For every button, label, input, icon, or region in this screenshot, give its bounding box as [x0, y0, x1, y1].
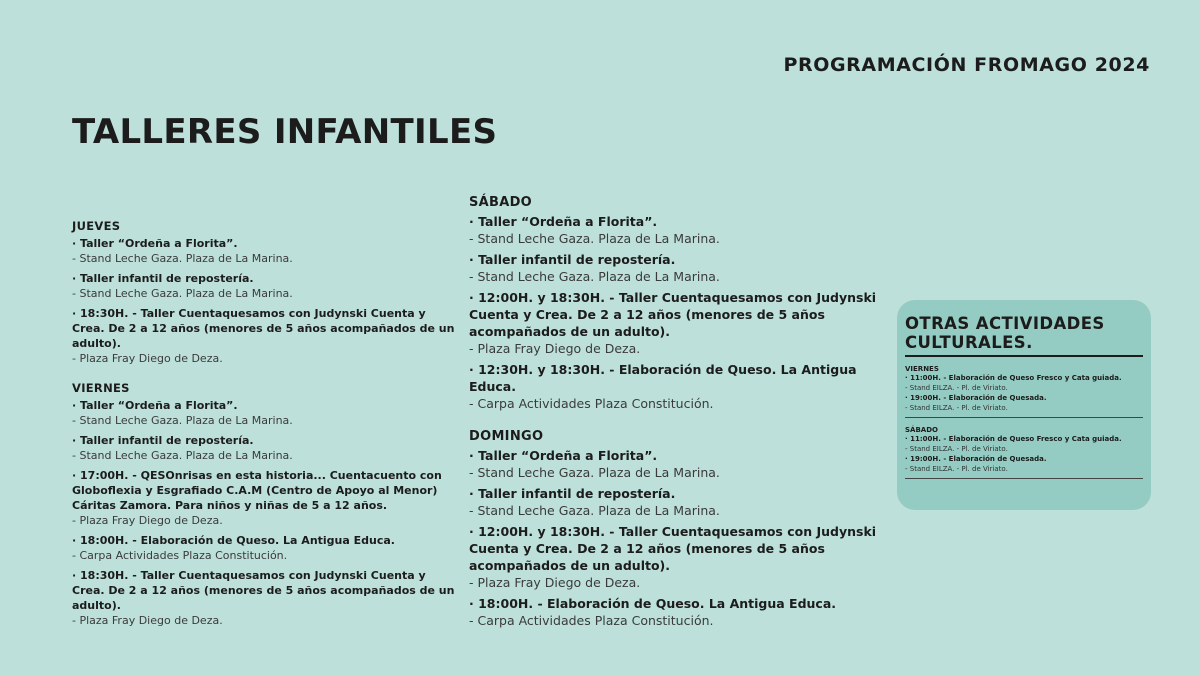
- event-item: [469, 289, 889, 357]
- program-title: PROGRAMACIÓN FROMAGO 2024: [783, 54, 1150, 76]
- event-location: - Stand Leche Gaza. Plaza de La Marina.: [72, 287, 293, 300]
- event-item: [72, 271, 462, 301]
- event-location: - Plaza Fray Diego de Deza.: [72, 514, 223, 527]
- event-item: [72, 433, 462, 463]
- event-item: [469, 213, 889, 247]
- schedule-left-column: [72, 219, 462, 643]
- event-location: - Carpa Actividades Plaza Constitución.: [72, 549, 288, 562]
- event-item: [72, 533, 462, 563]
- day-heading: SÁBADO: [469, 195, 533, 210]
- event-title: · 18:30H. - Taller Cuentaquesamos con Judynski Cuenta y Crea. De 2 a 12 años (menores de 5 años acompañados de un adulto).: [72, 307, 455, 350]
- day-block-sabado: [469, 195, 889, 412]
- event-item: [905, 394, 1143, 413]
- event-location: - Stand Leche Gaza. Plaza de La Marina.: [469, 231, 720, 246]
- event-item: [469, 595, 889, 629]
- event-title: · 18:00H. - Elaboración de Queso. La Antigua Educa.: [72, 534, 395, 547]
- event-location: - Stand EILZA. - Pl. de Viriato.: [905, 403, 1008, 412]
- event-item: [469, 523, 889, 591]
- event-title: · 18:00H. - Elaboración de Queso. La Antigua Educa.: [469, 596, 837, 611]
- event-title: · Taller “Ordeña a Florita”.: [469, 448, 658, 463]
- event-title: · Taller “Ordeña a Florita”.: [72, 237, 238, 250]
- event-title: · 12:30H. y 18:30H. - Elaboración de Queso. La Antigua Educa.: [469, 362, 857, 394]
- day-heading: DOMINGO: [469, 429, 544, 444]
- event-location: - Plaza Fray Diego de Deza.: [72, 352, 223, 365]
- day-heading: SÁBADO: [905, 426, 938, 434]
- event-location: - Stand Leche Gaza. Plaza de La Marina.: [469, 269, 720, 284]
- event-location: - Stand Leche Gaza. Plaza de La Marina.: [72, 252, 293, 265]
- event-location: - Plaza Fray Diego de Deza.: [72, 614, 223, 627]
- event-title: · 12:00H. y 18:30H. - Taller Cuentaquesamos con Judynski Cuenta y Crea. De 2 a 12 años (menores de 5 años acompañados de un adulto).: [469, 524, 877, 573]
- event-title: · 19:00H. - Elaboración de Quesada.: [905, 394, 1047, 402]
- event-location: - Stand Leche Gaza. Plaza de La Marina.: [72, 414, 293, 427]
- event-location: - Stand Leche Gaza. Plaza de La Marina.: [469, 503, 720, 518]
- event-title: · Taller infantil de repostería.: [469, 252, 676, 267]
- event-location: - Plaza Fray Diego de Deza.: [469, 341, 641, 356]
- event-title: · Taller infantil de repostería.: [72, 434, 254, 447]
- event-title: · 19:00H. - Elaboración de Quesada.: [905, 455, 1047, 463]
- day-heading: JUEVES: [72, 219, 121, 233]
- event-location: - Plaza Fray Diego de Deza.: [469, 575, 641, 590]
- event-item: [72, 468, 462, 528]
- page-title: TALLERES INFANTILES: [72, 112, 498, 152]
- event-item: [469, 447, 889, 481]
- day-heading: VIERNES: [905, 365, 939, 373]
- event-location: - Stand EILZA. - Pl. de Viriato.: [905, 464, 1008, 473]
- day-block-domingo: [469, 429, 889, 629]
- event-item: [469, 485, 889, 519]
- event-title: · 11:00H. - Elaboración de Queso Fresco y Cata guiada.: [905, 435, 1122, 443]
- event-location: - Stand EILZA. - Pl. de Viriato.: [905, 383, 1008, 392]
- event-location: - Stand EILZA. - Pl. de Viriato.: [905, 444, 1008, 453]
- event-item: [469, 361, 889, 412]
- event-location: - Stand Leche Gaza. Plaza de La Marina.: [469, 465, 720, 480]
- event-location: - Stand Leche Gaza. Plaza de La Marina.: [72, 449, 293, 462]
- event-title: · 18:30H. - Taller Cuentaquesamos con Judynski Cuenta y Crea. De 2 a 12 años (menores de 5 años acompañados de un adulto).: [72, 569, 455, 612]
- other-day-block-sabado: [905, 426, 1143, 479]
- schedule-middle-column: [469, 195, 889, 646]
- event-title: · 12:00H. y 18:30H. - Taller Cuentaquesamos con Judynski Cuenta y Crea. De 2 a 12 años (menores de 5 años acompañados de un adulto).: [469, 290, 877, 339]
- event-title: · Taller infantil de repostería.: [469, 486, 676, 501]
- other-day-block-viernes: [905, 365, 1143, 418]
- event-item: [469, 251, 889, 285]
- event-item: [72, 568, 462, 628]
- other-activities-title: OTRAS ACTIVIDADES CULTURALES.: [905, 314, 1143, 357]
- event-title: · Taller infantil de repostería.: [72, 272, 254, 285]
- event-location: - Carpa Actividades Plaza Constitución.: [469, 396, 714, 411]
- event-title: · 11:00H. - Elaboración de Queso Fresco y Cata guiada.: [905, 374, 1122, 382]
- day-block-jueves: [72, 219, 462, 366]
- event-item: [905, 455, 1143, 474]
- other-activities-box: [897, 300, 1151, 510]
- event-item: [72, 306, 462, 366]
- event-title: · 17:00H. - QESOnrisas en esta historia... Cuentacuento con Globoflexia y Esgrafiado C.A.M (Centro de Apoyo al Menor) Cáritas Zamora. Para niños y niñas de 5 a 12 años.: [72, 469, 442, 512]
- event-title: · Taller “Ordeña a Florita”.: [72, 399, 238, 412]
- day-block-viernes: [72, 381, 462, 628]
- day-heading: VIERNES: [72, 381, 130, 395]
- event-title: · Taller “Ordeña a Florita”.: [469, 214, 658, 229]
- event-item: [905, 435, 1143, 454]
- event-item: [905, 374, 1143, 393]
- event-item: [72, 398, 462, 428]
- event-item: [72, 236, 462, 266]
- event-location: - Carpa Actividades Plaza Constitución.: [469, 613, 714, 628]
